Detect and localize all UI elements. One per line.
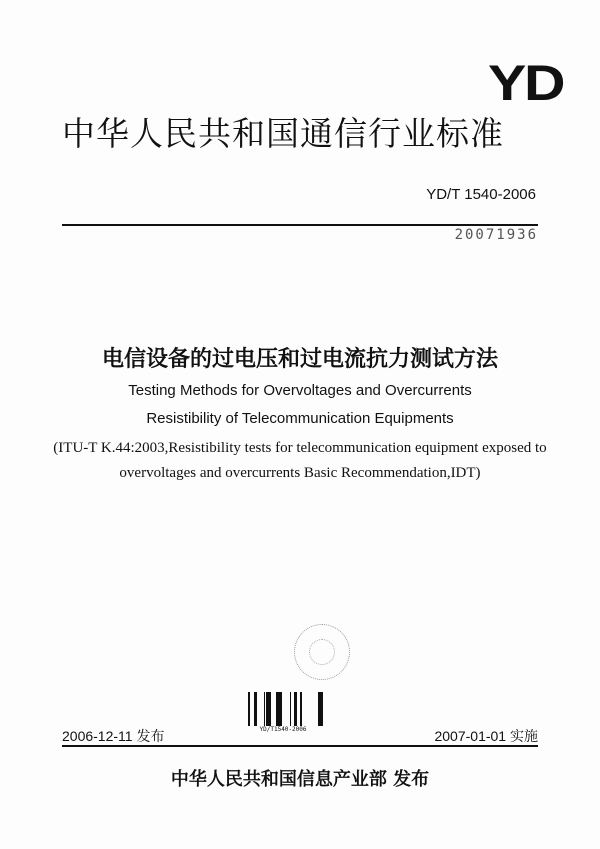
standard-code: YD/T 1540-2006 (426, 186, 536, 203)
barcode (243, 692, 323, 726)
handwritten-number: 20071936 (454, 227, 538, 243)
barcode-bar (318, 692, 319, 726)
idt-note-line2: overvoltages and overcurrents Basic Recommendation,IDT) (119, 465, 481, 481)
implement-date: 2007-01-01 实施 (434, 728, 538, 744)
idt-note-line1: (ITU-T K.44:2003,Resistibility tests for telecommunication equipment exposed to (53, 440, 547, 456)
bottom-divider (62, 745, 538, 747)
barcode-text: YD/T1540-2006 (259, 726, 307, 733)
barcode-bar (321, 692, 322, 726)
barcode-bar (294, 692, 297, 726)
barcode-bar (268, 692, 271, 726)
barcode-bar (290, 692, 291, 726)
title-english-line1: Testing Methods for Overvoltages and Overcurrents (128, 382, 472, 399)
barcode-bar (248, 692, 250, 726)
barcode-bar (319, 692, 321, 726)
organization-standard-heading: 中华人民共和国通信行业标准 (62, 114, 504, 153)
barcode-bar (266, 692, 268, 726)
title-english-line2: Resistibility of Telecommunication Equipments (146, 410, 454, 427)
title-chinese: 电信设备的过电压和过电流抗力测试方法 (101, 347, 498, 372)
barcode-bar (276, 692, 279, 726)
stamp-seal (294, 624, 350, 680)
barcode-bar (322, 692, 323, 726)
publisher: 中华人民共和国信息产业部 发布 (170, 769, 430, 790)
barcode-bar (254, 692, 257, 726)
top-divider (62, 224, 538, 226)
yd-logo: YD (488, 55, 564, 111)
barcode-bar (279, 692, 282, 726)
barcode-bar (264, 692, 265, 726)
barcode-bar (300, 692, 302, 726)
issue-date: 2006-12-11 发布 (62, 728, 165, 744)
